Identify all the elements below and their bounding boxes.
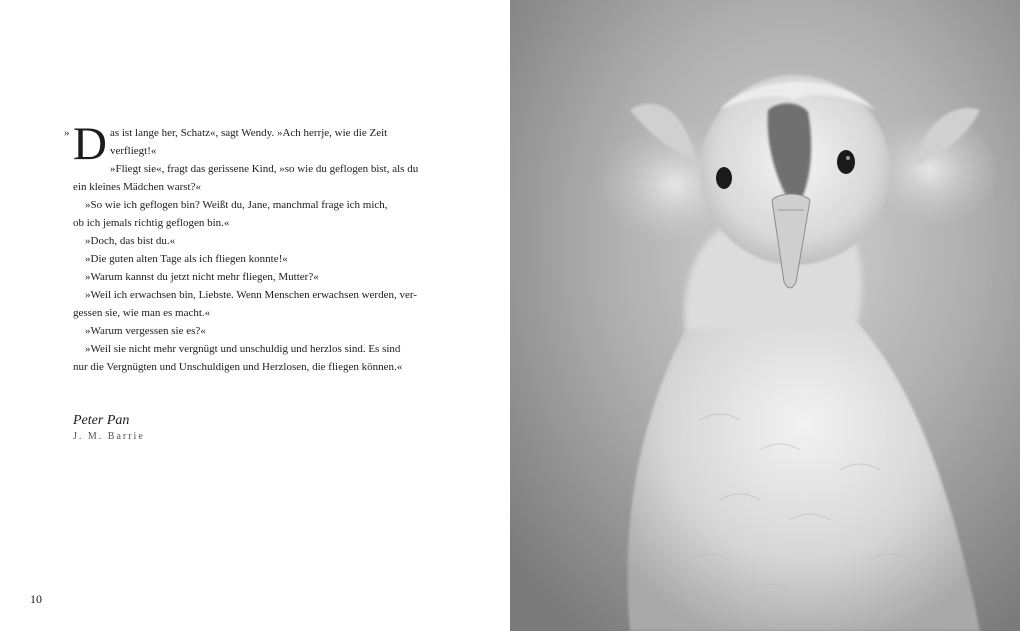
quote-line: »Warum vergessen sie es?« [85,325,206,337]
quote-line: gessen sie, wie man es macht.« [73,307,211,319]
quote-line: »Doch, das bist du.« [85,235,176,247]
opening-quote-mark: » [64,127,70,139]
quote-line: as ist lange her, Schatz«, sagt Wendy. »Ach herrje, wie die Zeit [109,127,388,139]
quote-line: ein kleines Mädchen warst?« [73,181,201,193]
quote-line: »Weil ich erwachsen bin, Liebste. Wenn Menschen erwachsen werden, ver- [85,289,417,301]
page-number: 10 [30,592,42,606]
quote-line: »Fliegt sie«, fragt das gerissene Kind, »so wie du geflogen bist, als du [109,163,419,175]
quote-line: »Warum kannst du jetzt nicht mehr fliegen, Mutter?« [85,271,319,283]
quote-line: »Die guten alten Tage als ich fliegen konnte!« [85,253,288,265]
book-author: J. M. Barrie [73,431,145,442]
drop-cap: D [73,118,107,170]
attribution [73,412,145,444]
quote-line: verfliegt!« [109,145,157,157]
book-title: Peter Pan [73,413,130,428]
right-page [510,0,1020,631]
quote-line: »Weil sie nicht mehr vergnügt und unschuldig und herzlos sind. Es sind [85,343,401,355]
chicken-photo [510,0,1020,631]
quote-line: nur die Vergnügten und Unschuldigen und Herzlosen, die fliegen können.« [73,361,403,373]
quote-line: ob ich jemals richtig geflogen bin.« [73,217,230,229]
quote-text-block [64,118,433,376]
quote-line: »So wie ich geflogen bin? Weißt du, Jane, manchmal frage ich mich, [85,199,388,211]
